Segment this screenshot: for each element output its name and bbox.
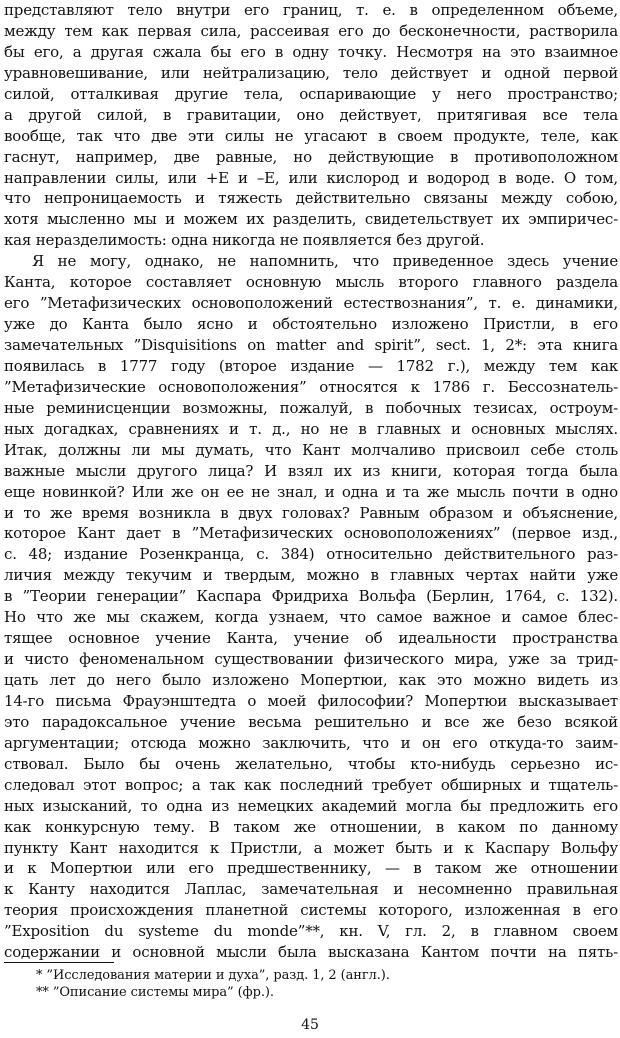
text-line: ”Exposition du systeme du monde”**, кн. V, гл. 2, в главном своем xyxy=(4,922,618,941)
text-line: уже до Канта было ясно и обстоятельно изложено Пристли, в его xyxy=(4,315,618,334)
text-line: которое Кант дает в ”Метафизических основоположениях” (первое изд., xyxy=(4,524,618,543)
text-line: и то же время возникла в двух головах? Равным образом и объяснение, xyxy=(4,503,618,522)
text-line: Я не могу, однако, не напомнить, что приведенное здесь учение xyxy=(32,252,618,271)
text-line: важные мысли другого лица? И взял их из книги, которая тогда была xyxy=(4,461,618,480)
text-line: к Канту находится Лаплас, замечательная и несомненно правильная xyxy=(4,880,618,899)
text-line: появилась в 1777 году (второе издание — 1782 г.), между тем как xyxy=(4,356,618,375)
text-line: с. 48; издание Розенкранца, с. 384) относительно действительного раз- xyxy=(4,545,618,564)
text-line: бы его, а другая сжала бы его в одну точку. Несмотря на это взаимное xyxy=(4,42,618,61)
footnote: * ”Исследования материи и духа”, разд. 1, 2 (англ.). xyxy=(36,968,390,983)
text-line: направлении силы, или +Е и –Е, или кислород и водород в воде. О том, xyxy=(4,168,618,187)
text-line: представляют тело внутри его границ, т. е. в определенном объеме, xyxy=(4,1,618,19)
text-line: хотя мысленно мы и можем их разделить, свидетельствует их эмпиричес- xyxy=(4,210,618,229)
page-number: 45 xyxy=(301,1017,319,1033)
text-line: ные реминисценции возможны, пожалуй, в побочных тезисах, остроум- xyxy=(4,398,618,417)
text-line: Но что же мы скажем, когда узнаем, что самое важное и самое блес- xyxy=(4,608,618,627)
text-line: и к Мопертюи или его предшественнику, — в таком же отношении xyxy=(4,859,618,878)
text-line: следовал этот вопрос; а так как последний требует обширных и тщатель- xyxy=(4,775,618,794)
text-line: и чисто феноменальном существовании физического мира, уже за трид- xyxy=(4,650,618,669)
text-line: теория происхождения планетной системы которого, изложенная в его xyxy=(4,901,618,920)
text-line: это парадоксальное учение весьма решительно и все же безо всякой xyxy=(4,712,618,731)
text-line: Канта, которое составляет основную мысль второго главного раздела xyxy=(4,273,618,292)
footnote: ** ”Описание системы мира” (фр.). xyxy=(36,985,274,1000)
text-line: ”Метафизические основоположения” относятся к 1786 г. Бессознатель- xyxy=(4,377,618,396)
text-line: замечательных ”Disquisitions on matter and spirit”, sect. 1, 2*: эта книга xyxy=(4,336,618,354)
text-line: ных изысканий, то одна из немецких академий могла бы предложить его xyxy=(4,796,618,815)
text-line: как конкурсную тему. В таком же отношении, в каком по данному xyxy=(4,817,618,836)
text-line: аргументации; отсюда можно заключить, что и он его откуда-то заим- xyxy=(4,733,618,752)
text-line: а другой силой, в гравитации, оно действует, притягивая все тела xyxy=(4,105,618,124)
footnotes xyxy=(36,967,390,1001)
text-line: его ”Метафизических основоположений естествознания”, т. е. динамики, xyxy=(4,294,618,313)
text-line: что непроницаемость и тяжесть действительно связаны между собою, xyxy=(4,189,618,208)
text-line: уравновешивание, или нейтрализацию, тело действует и одной первой xyxy=(4,63,618,82)
text-line: между тем как первая сила, рассеивая его до бесконечности, растворила xyxy=(4,21,618,40)
text-line: личия между текучим и твердым, можно в главных чертах найти уже xyxy=(4,566,618,585)
text-line: гаснут, например, две равные, но действующие в противоположном xyxy=(4,147,618,166)
text-line: пункту Кант находится к Пристли, а может быть и к Каспару Вольфу xyxy=(4,838,618,857)
text-line: в ”Теории генерации” Каспара Фридриха Вольфа (Берлин, 1764, с. 132). xyxy=(4,587,618,606)
text-line: ствовал. Было бы очень желательно, чтобы кто-нибудь серьезно ис- xyxy=(4,754,618,773)
text-line: вообще, так что две эти силы не угасают в своем продукте, теле, как xyxy=(4,126,618,145)
text-line: цать лет до него было изложено Мопертюи, как это можно видеть из xyxy=(4,671,618,689)
text-line: ных догадках, сравнениях и т. д., но не в главных и основных мыслях. xyxy=(4,419,618,438)
text-line: Итак, должны ли мы думать, что Кант молчаливо присвоил себе столь xyxy=(4,440,618,459)
text-line: кая неразделимость: одна никогда не появляется без другой. xyxy=(4,231,485,250)
text-line: силой, отталкивая другие тела, оспаривающие у него пространство; xyxy=(4,84,618,103)
text-line: тящее основное учение Канта, учение об идеальности пространства xyxy=(4,629,618,648)
text-line: 14-го письма Фрауэнштедта о моей философии? Мопертюи высказывает xyxy=(4,691,618,710)
footnote-divider xyxy=(4,962,114,963)
text-line: содержании и основной мысли была высказана Кантом почти на пять- xyxy=(4,943,618,962)
text-line: еще новинкой? Или же он ее не знал, и одна и та же мысль почти в одно xyxy=(4,482,618,501)
